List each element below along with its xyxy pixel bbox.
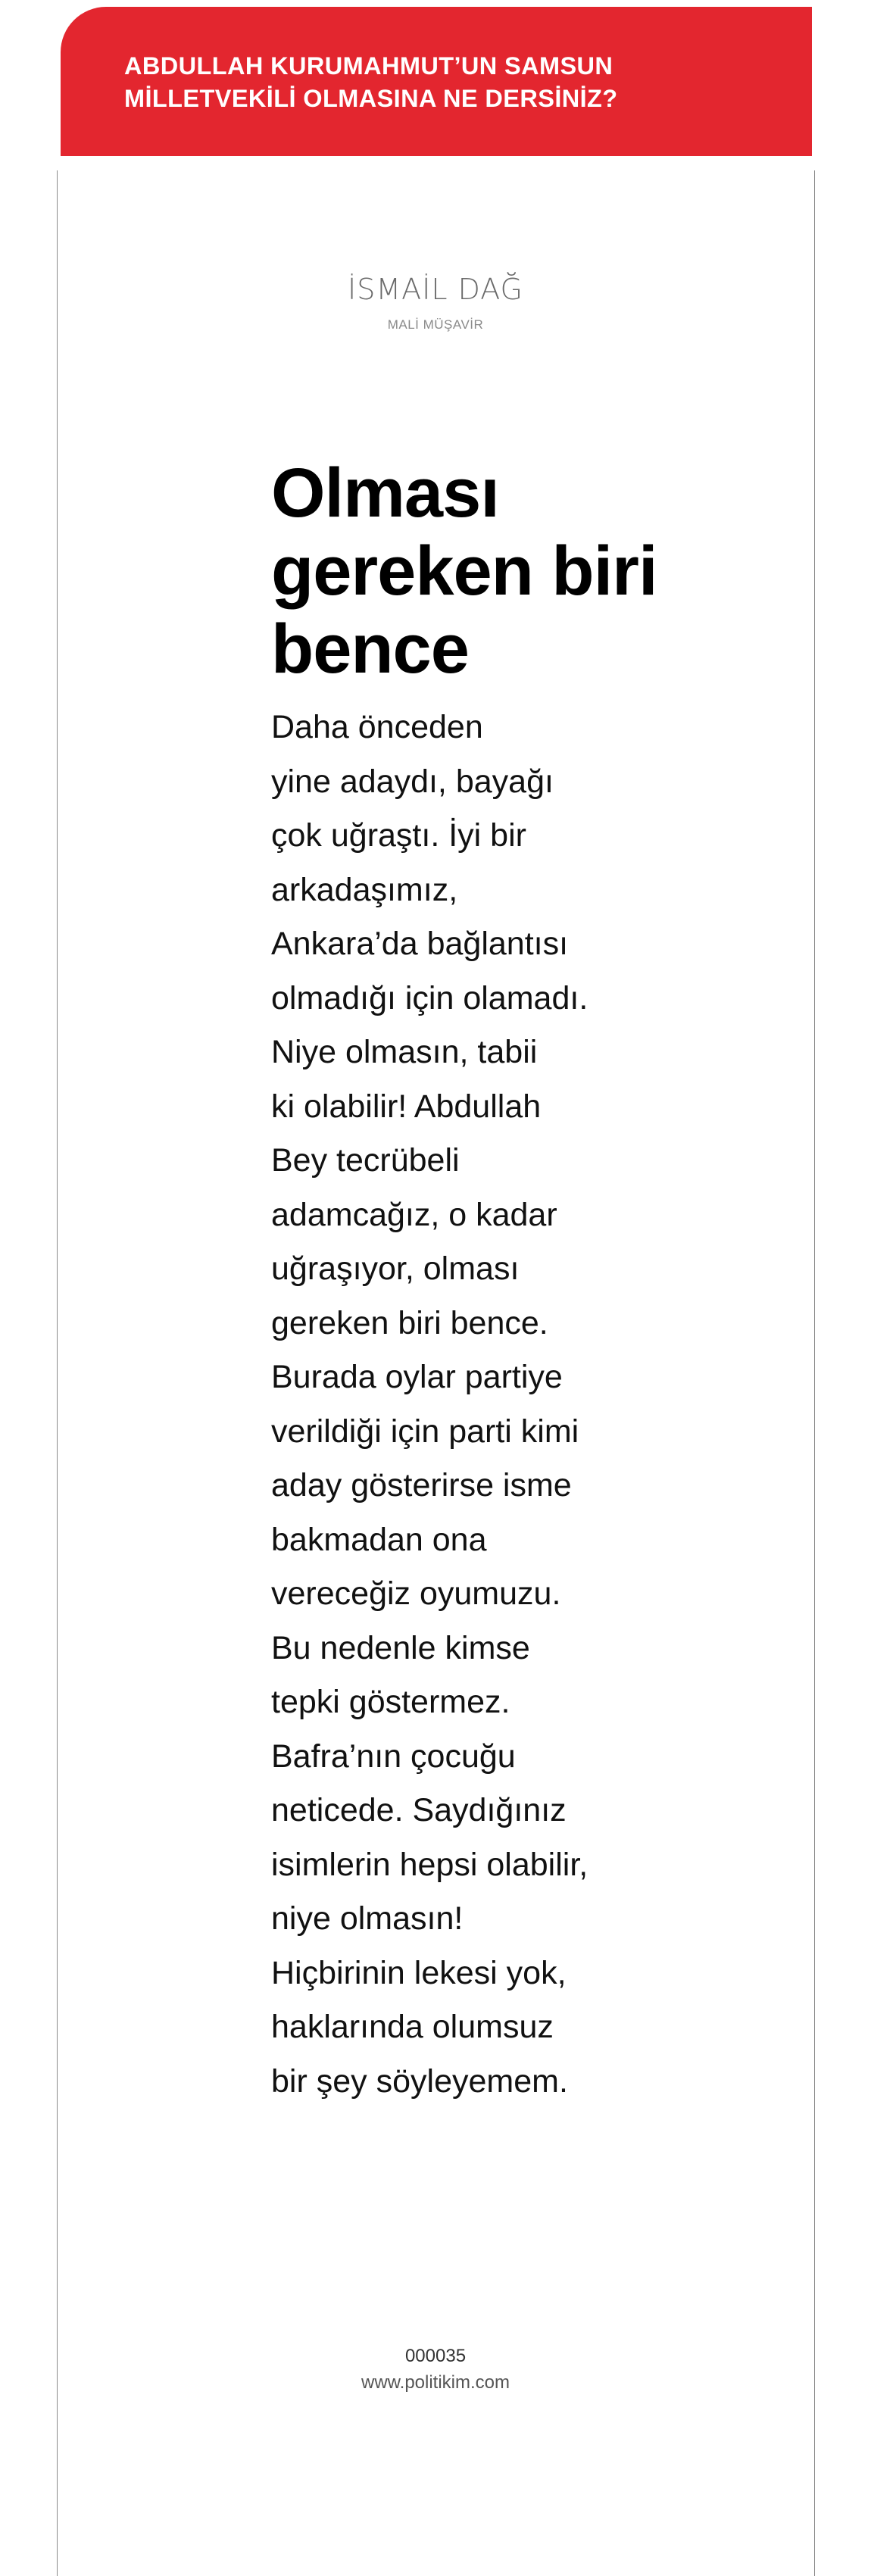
frame-left-border <box>57 170 58 2576</box>
body-line: Bey tecrübeli <box>271 1142 460 1179</box>
body-line: Bu nedenle kimse <box>271 1629 530 1666</box>
body-line: çok uğraştı. İyi bir <box>271 817 526 854</box>
article-body <box>271 701 665 2109</box>
body-line: Daha önceden <box>271 709 483 745</box>
headline-line: gereken biri <box>271 532 657 610</box>
body-line: Ankara’da bağlantısı <box>271 926 569 962</box>
body-line: haklarında olumsuz <box>271 2009 554 2045</box>
body-line: verildiği için parti kimi <box>271 1413 579 1450</box>
site-url: www.politikim.com <box>361 2372 510 2393</box>
headline-line: bence <box>271 610 469 688</box>
body-line: isimlerin hepsi olabilir, <box>271 1846 588 1883</box>
body-line: Hiçbirinin lekesi yok, <box>271 1954 567 1991</box>
page-code: 000035 <box>404 2346 467 2366</box>
body-line: bakmadan ona <box>271 1521 487 1558</box>
headline-line: Olması <box>271 454 499 532</box>
body-line: niye olmasın! <box>271 1900 464 1937</box>
body-line: Bafra’nın çocuğu <box>271 1738 516 1775</box>
question-text <box>124 50 791 115</box>
frame-right-border <box>814 170 815 2576</box>
body-line: arkadaşımız, <box>271 871 458 908</box>
body-line: olmadığı için olamadı. <box>271 979 588 1016</box>
person-title: MALİ MÜŞAVİR <box>387 317 484 332</box>
body-line: vereceğiz oyumuzu. <box>271 1575 561 1612</box>
article-headline <box>271 454 695 688</box>
body-line: tepki göstermez. <box>271 1684 510 1720</box>
body-line: uğraşıyor, olması <box>271 1251 520 1287</box>
body-line: neticede. Saydığınız <box>271 1792 567 1828</box>
question-banner <box>61 7 812 156</box>
body-line: yine adaydı, bayağı <box>271 763 554 800</box>
body-line: aday gösterirse isme <box>271 1467 572 1503</box>
question-line: MİLLETVEKİLİ OLMASINA NE DERSİNİZ? <box>124 85 618 112</box>
body-line: gereken biri bence. <box>271 1304 548 1341</box>
body-line: bir şey söyleyemem. <box>271 2062 568 2100</box>
question-line: ABDULLAH KURUMAHMUT’UN SAMSUN <box>124 52 613 80</box>
body-line: Niye olmasın, tabii <box>271 1034 538 1070</box>
body-line: ki olabilir! Abdullah <box>271 1088 542 1125</box>
body-line: Burada oylar partiye <box>271 1359 563 1395</box>
body-line: adamcağız, o kadar <box>271 1196 557 1233</box>
person-name: İSMAİL DAĞ <box>348 273 523 306</box>
